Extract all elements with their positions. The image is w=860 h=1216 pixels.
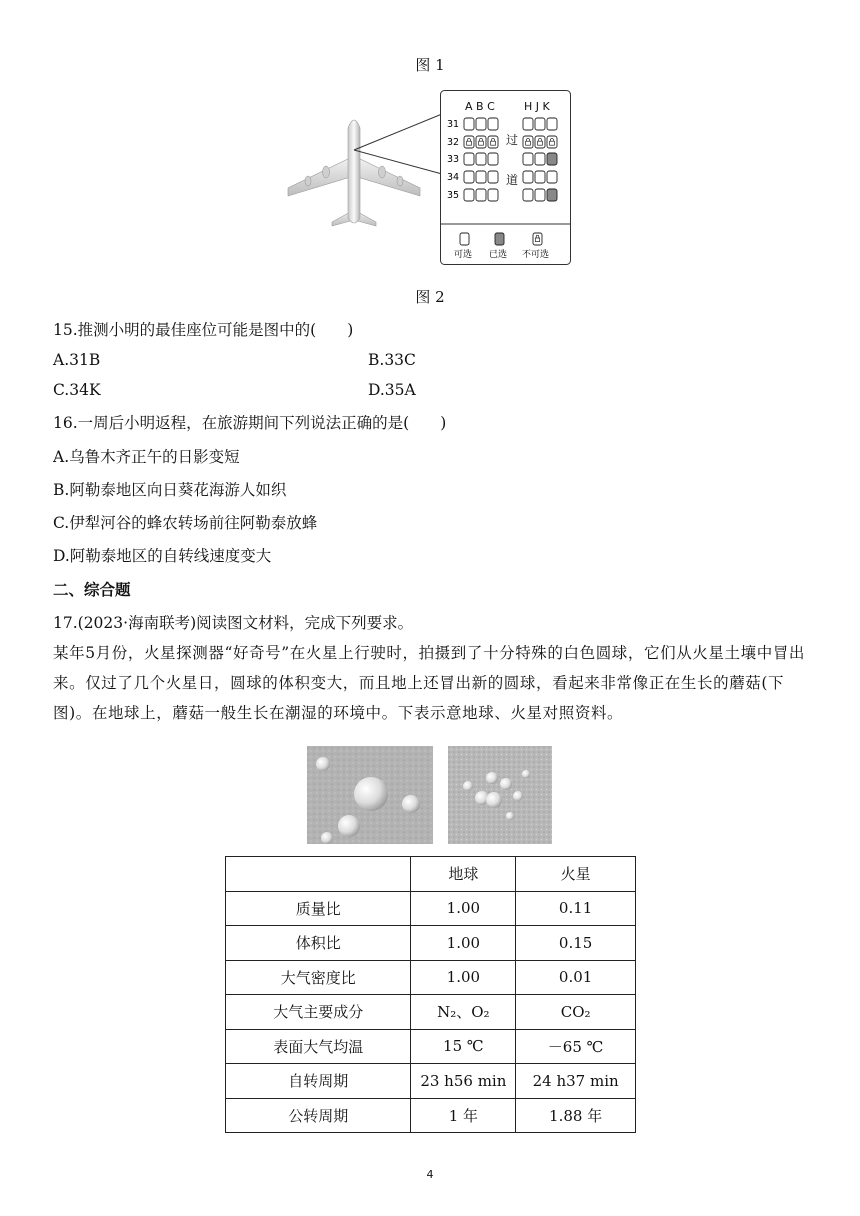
table-cell-mars: 0.11 bbox=[516, 891, 636, 926]
q16-option-c: C.伊犁河谷的蜂农转场前往阿勒泰放蜂 bbox=[53, 514, 318, 532]
row-32-label: 32 bbox=[447, 137, 460, 148]
seat-icon bbox=[535, 153, 545, 165]
seat-icon bbox=[535, 189, 545, 201]
row-33-label: 33 bbox=[447, 154, 460, 165]
table-header-row bbox=[226, 857, 636, 892]
table-cell-earth: 15 ℃ bbox=[411, 1029, 516, 1064]
table-cell-earth: 23 h56 min bbox=[411, 1064, 516, 1099]
table-header-cell bbox=[226, 857, 411, 892]
mars-photo-left bbox=[307, 746, 433, 844]
table-cell-mars: 24 h37 min bbox=[516, 1064, 636, 1099]
q16-option-d: D.阿勒泰地区的自转线速度变大 bbox=[53, 547, 272, 565]
q16-option-b: B.阿勒泰地区向日葵花海游人如织 bbox=[53, 481, 287, 499]
table-row bbox=[226, 1029, 636, 1064]
row-34-label: 34 bbox=[447, 172, 460, 183]
seat-icon bbox=[523, 118, 533, 130]
table-row bbox=[226, 926, 636, 961]
table-cell-earth: 1.00 bbox=[411, 926, 516, 961]
seat-icon bbox=[535, 171, 545, 183]
seat-icon bbox=[476, 136, 486, 148]
table-cell-label: 自转周期 bbox=[226, 1064, 411, 1099]
q15-option-c: C.34K bbox=[53, 381, 101, 399]
table-cell-earth: 1.00 bbox=[411, 891, 516, 926]
legend-selected-icon bbox=[495, 233, 504, 245]
q15-option-d: D.35A bbox=[368, 381, 416, 399]
seat-icon bbox=[464, 153, 474, 165]
table-cell-earth: N₂、O₂ bbox=[411, 995, 516, 1030]
earth-mars-comparison-table bbox=[225, 856, 636, 1133]
seat-icon bbox=[535, 118, 545, 130]
q15-option-a: A.31B bbox=[53, 351, 101, 369]
aisle-label-2: 道 bbox=[506, 173, 519, 187]
seat-icon bbox=[488, 189, 498, 201]
leader-lines bbox=[350, 100, 450, 180]
table-header-mars: 火星 bbox=[516, 857, 636, 892]
table-cell-label: 公转周期 bbox=[226, 1098, 411, 1133]
seat-icon bbox=[547, 136, 557, 148]
table-cell-mars: 1.88 年 bbox=[516, 1098, 636, 1133]
table-cell-label: 表面大气均温 bbox=[226, 1029, 411, 1064]
mars-photo-right bbox=[448, 746, 552, 844]
table-row bbox=[226, 1064, 636, 1099]
table-cell-earth: 1 年 bbox=[411, 1098, 516, 1133]
table-cell-earth: 1.00 bbox=[411, 960, 516, 995]
seat-icon bbox=[535, 136, 545, 148]
seat-icon bbox=[547, 171, 557, 183]
seat-icon bbox=[464, 189, 474, 201]
page-number: 4 bbox=[426, 1168, 434, 1181]
seat-icon bbox=[488, 153, 498, 165]
table-header-earth: 地球 bbox=[411, 857, 516, 892]
table-row bbox=[226, 891, 636, 926]
legend-available-icon bbox=[460, 233, 469, 245]
table-cell-label: 大气密度比 bbox=[226, 960, 411, 995]
table-cell-label: 体积比 bbox=[226, 926, 411, 961]
seat-icon bbox=[547, 118, 557, 130]
figure-1-caption: 图 1 bbox=[415, 56, 445, 74]
q15-option-b: B.33C bbox=[368, 351, 416, 369]
legend-unavailable-label: 不可选 bbox=[522, 250, 550, 260]
question-15-stem: 15.推测小明的最佳座位可能是图中的( ) bbox=[53, 321, 354, 339]
seat-icon bbox=[464, 136, 474, 148]
seat-icon bbox=[523, 153, 533, 165]
legend-unavailable-icon bbox=[533, 233, 542, 245]
figure-2-caption: 图 2 bbox=[415, 288, 445, 306]
seat-icon bbox=[523, 136, 533, 148]
section-2-title: 二、综合题 bbox=[53, 580, 131, 599]
row-31-label: 31 bbox=[447, 119, 460, 130]
legend-available-label: 可选 bbox=[454, 250, 473, 260]
seat-icon bbox=[476, 171, 486, 183]
table-cell-label: 质量比 bbox=[226, 891, 411, 926]
seat-icon bbox=[547, 153, 557, 165]
table-row bbox=[226, 995, 636, 1030]
seat-icon bbox=[547, 189, 557, 201]
table-cell-mars: 0.15 bbox=[516, 926, 636, 961]
question-17-stem: 17.(2023·海南联考)阅读图文材料，完成下列要求。 bbox=[53, 614, 414, 632]
seat-icon bbox=[488, 118, 498, 130]
seat-icon bbox=[488, 171, 498, 183]
seat-icon bbox=[464, 171, 474, 183]
question-17-paragraph: 某年5月份，火星探测器“好奇号”在火星上行驶时，拍摄到了十分特殊的白色圆球，它们从火星土壤中冒出来。仅过了几个火星日，圆球的体积变大，而且地上还冒出新的圆球，看起来非常像正在生长的蘑菇(下图)。在地球上，蘑菇一般生长在潮湿的环境中。下表示意地球、火星对照资料。 bbox=[53, 644, 806, 722]
table-cell-mars: 0.01 bbox=[516, 960, 636, 995]
seat-map bbox=[440, 90, 572, 266]
table-row bbox=[226, 1098, 636, 1133]
seat-icon bbox=[488, 136, 498, 148]
seat-left-columns: A B C bbox=[465, 100, 495, 113]
question-16-stem: 16.一周后小明返程，在旅游期间下列说法正确的是( ) bbox=[53, 414, 447, 432]
seat-icon bbox=[476, 153, 486, 165]
table-cell-mars: CO₂ bbox=[516, 995, 636, 1030]
table-cell-mars: －65 ℃ bbox=[516, 1029, 636, 1064]
aisle-label-1: 过 bbox=[506, 133, 519, 147]
seat-icon bbox=[523, 189, 533, 201]
seat-icon bbox=[476, 189, 486, 201]
seat-right-columns: H J K bbox=[524, 100, 550, 113]
row-35-label: 35 bbox=[447, 190, 460, 201]
q16-option-a: A.乌鲁木齐正午的日影变短 bbox=[53, 448, 240, 466]
legend-selected-label: 已选 bbox=[489, 250, 508, 260]
table-cell-label: 大气主要成分 bbox=[226, 995, 411, 1030]
seat-icon bbox=[476, 118, 486, 130]
table-row bbox=[226, 960, 636, 995]
seat-icon bbox=[523, 171, 533, 183]
seat-icon bbox=[464, 118, 474, 130]
